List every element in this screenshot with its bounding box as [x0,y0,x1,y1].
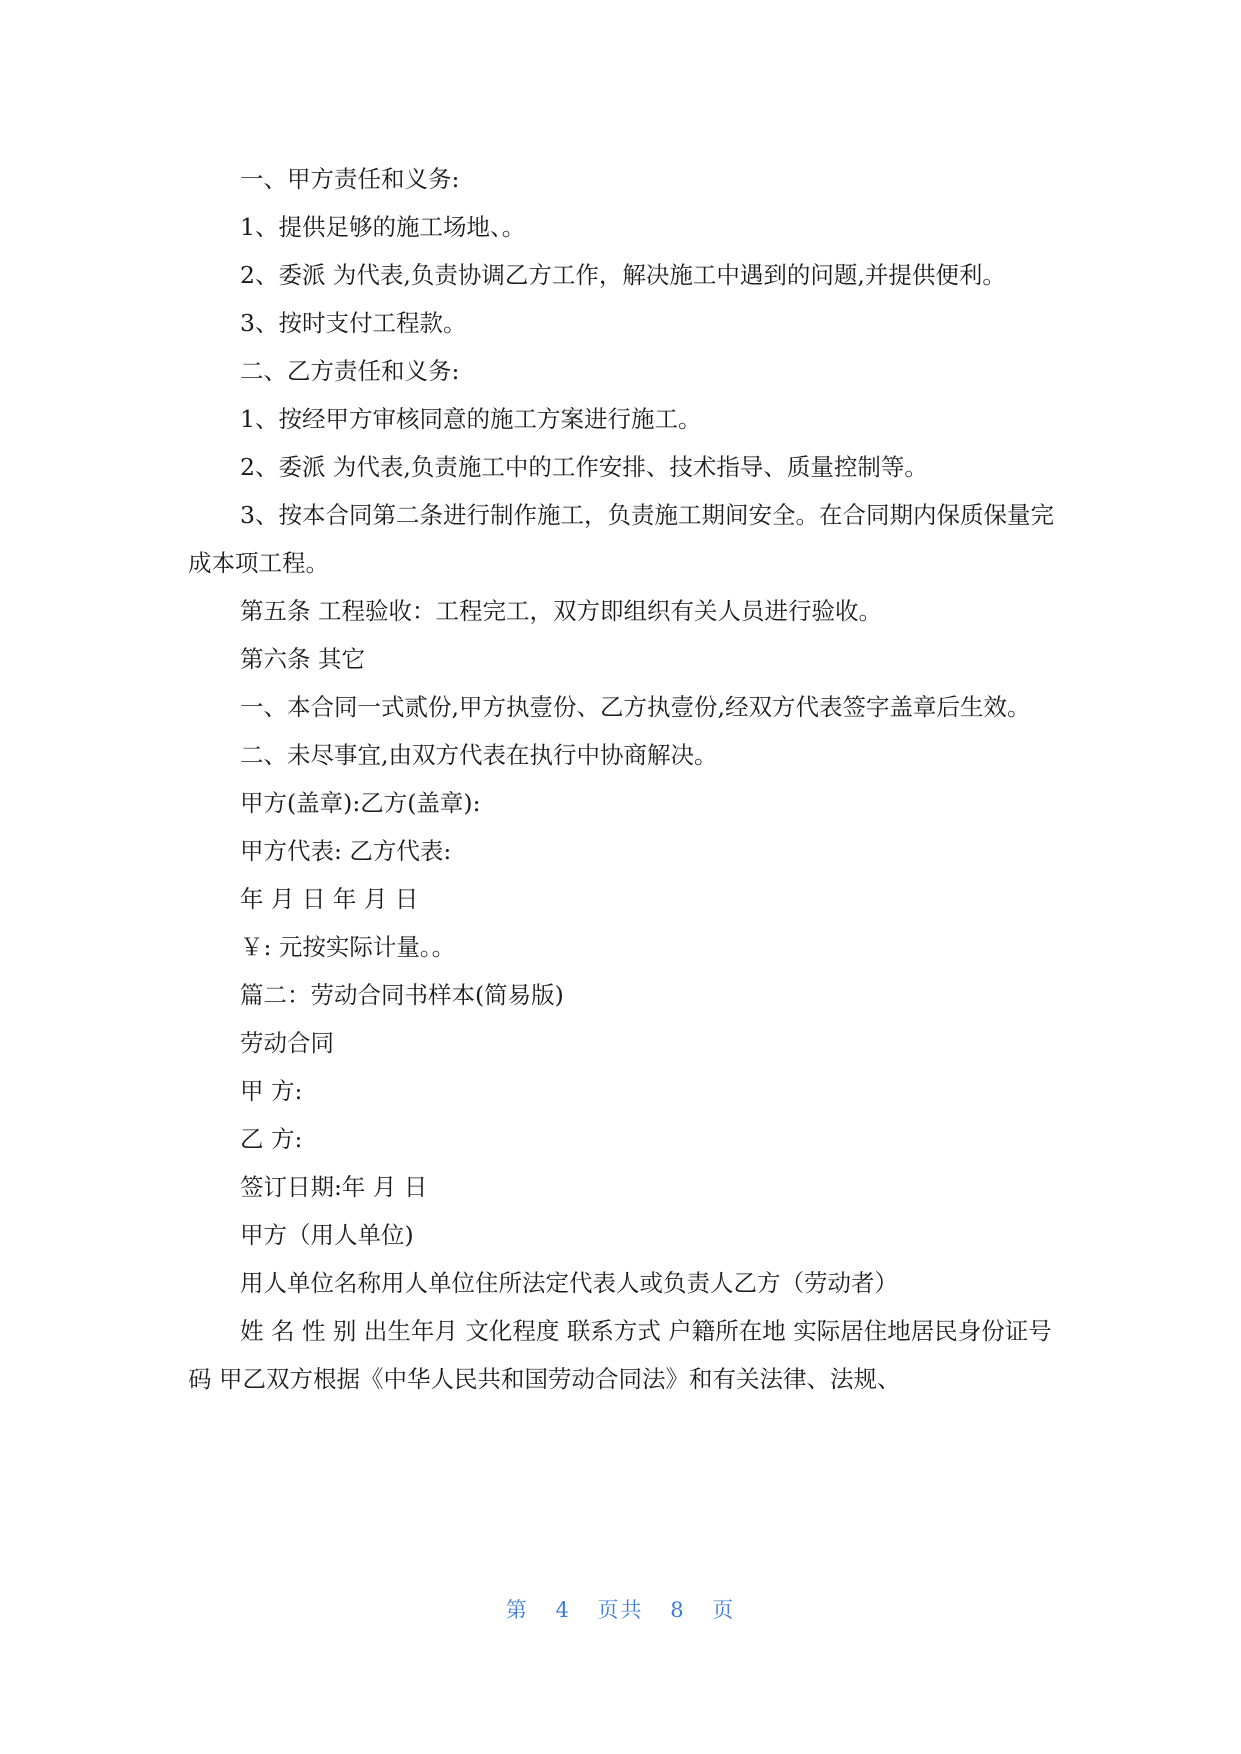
paragraph: 3、按时支付工程款。 [240,309,467,337]
paragraph: 一、甲方责任和义务: [240,165,460,193]
paragraph: 乙 方: [240,1125,303,1153]
paragraph: 甲 方: [240,1077,303,1105]
total-pages-number: 8 [670,1598,686,1622]
paragraph: 篇二：劳动合同书样本(简易版) [240,981,564,1009]
paragraph: 一、本合同一式贰份,甲方执壹份、乙方执壹份,经双方代表签字盖章后生效。 [240,693,1031,721]
current-page-number: 4 [555,1598,571,1622]
paragraph: 2、委派 为代表,负责协调乙方工作，解决施工中遇到的问题,并提供便利。 [240,261,1006,289]
paragraph: 甲方代表: 乙方代表: [240,837,452,865]
paragraph: 1、按经甲方审核同意的施工方案进行施工。 [240,405,702,433]
paragraph: 第六条 其它 [240,645,365,673]
paragraph: 1、提供足够的施工场地、。 [240,213,526,241]
paragraph: 二、乙方责任和义务: [240,357,460,385]
page-suffix: 页 [712,1598,736,1622]
paragraph: 签订日期:年 月 日 [240,1173,428,1201]
paragraph: 甲方(盖章):乙方(盖章): [240,789,481,817]
paragraph: 二、未尽事宜,由双方代表在执行中协商解决。 [240,741,718,769]
paragraph: 姓 名 性 别 出生年月 文化程度 联系方式 户籍所在地 实际居住地居民身份证号码 甲乙双方根据《中华人民共和国劳动合同法》和有关法律、法规、 [188,1317,1052,1393]
page-prefix: 第 [505,1598,529,1622]
paragraph: 3、按本合同第二条进行制作施工，负责施工期间安全。在合同期内保质保量完成本项工程。 [188,501,1054,577]
paragraph: 劳动合同 [240,1029,334,1057]
paragraph: 甲方（用人单位) [240,1221,414,1249]
page-middle: 页共 [597,1598,644,1622]
paragraph: 第五条 工程验收：工程完工，双方即组织有关人员进行验收。 [240,597,882,625]
page-footer [0,1594,1241,1624]
paragraph: 年 月 日 年 月 日 [240,885,419,913]
paragraph: 用人单位名称用人单位住所法定代表人或负责人乙方（劳动者） [240,1269,898,1297]
paragraph: 2、委派 为代表,负责施工中的工作安排、技术指导、质量控制等。 [240,453,928,481]
document-body [188,155,1054,1403]
paragraph: ￥: 元按实际计量。。 [240,933,456,961]
